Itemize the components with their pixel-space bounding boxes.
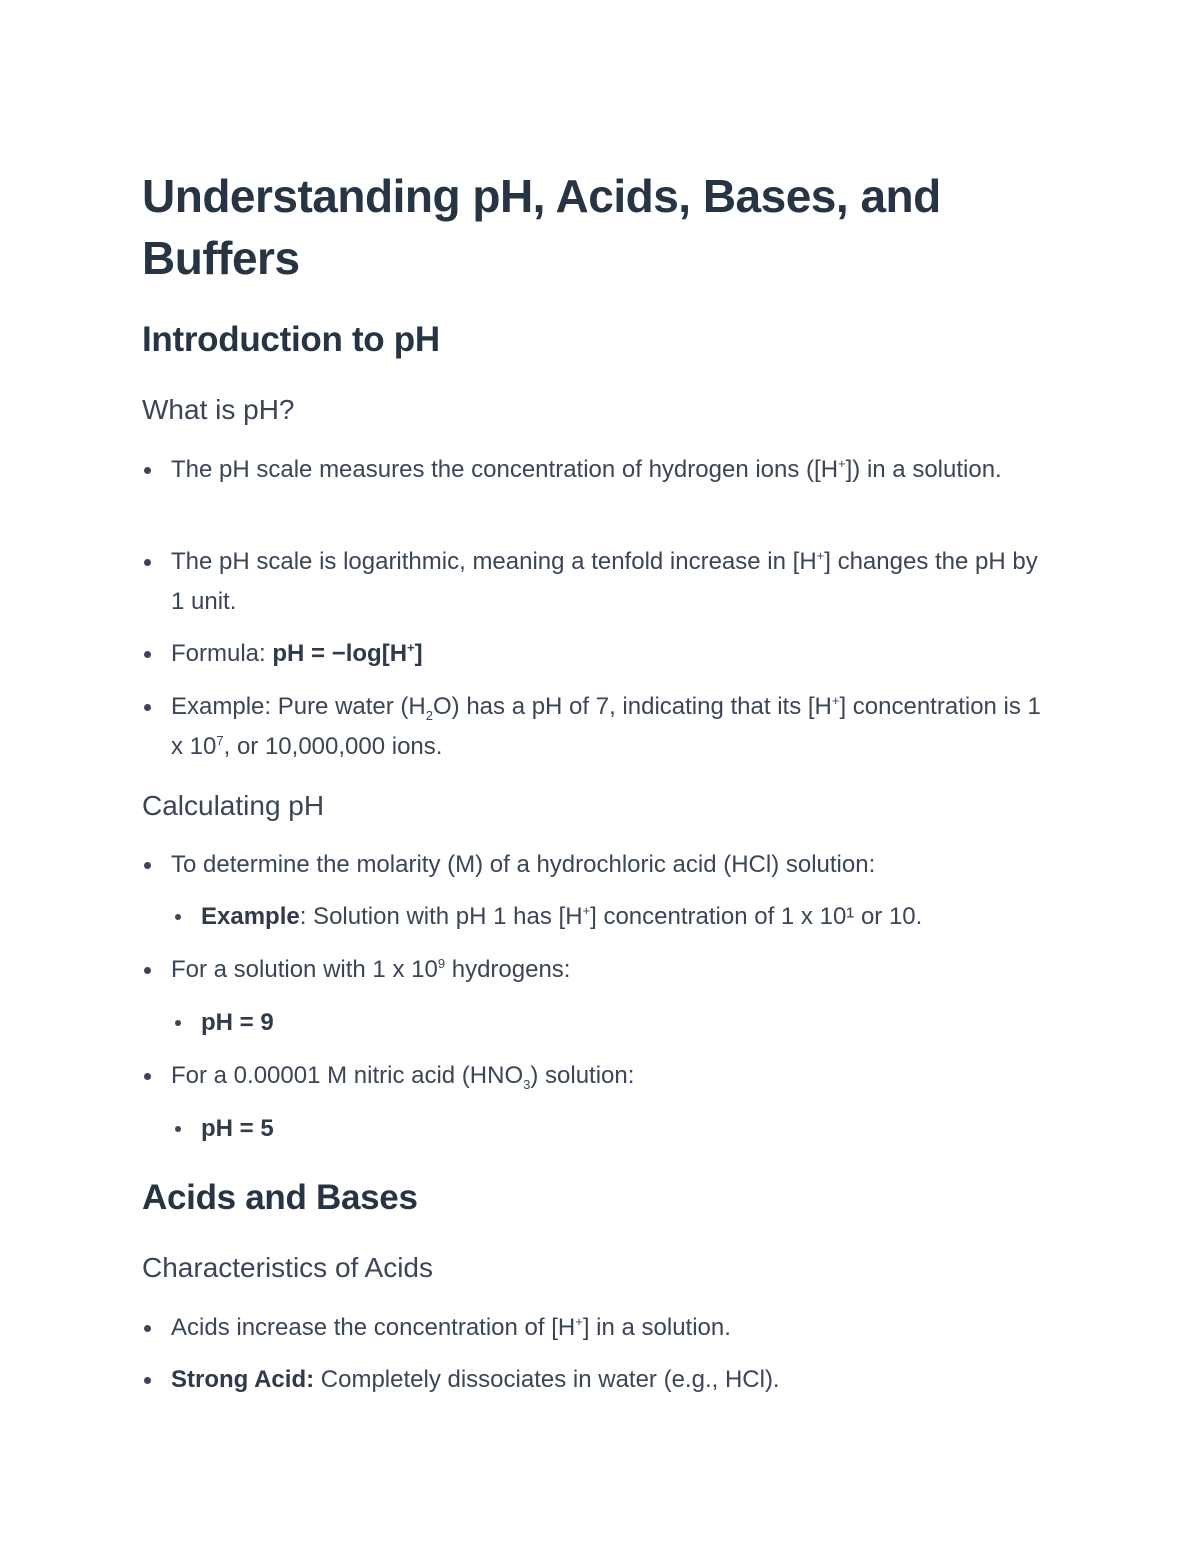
- subheading-characteristics-of-acids: Characteristics of Acids: [142, 1252, 433, 1283]
- list-item: Acids increase the concentration of [H+] in a solution.: [171, 1308, 1041, 1348]
- subheading-what-is-ph: What is pH?: [142, 394, 295, 425]
- bullet-icon: [144, 862, 151, 869]
- bullet-icon: [144, 1073, 151, 1080]
- list-item: Strong Acid: Completely dissociates in water (e.g., HCl).: [171, 1360, 1041, 1400]
- bullet-icon: [144, 467, 151, 474]
- list-item: Example: Solution with pH 1 has [H+] concentration of 1 x 10¹ or 10.: [201, 897, 1041, 937]
- subheading-calculating-ph: Calculating pH: [142, 790, 325, 821]
- list-item: The pH scale is logarithmic, meaning a tenfold increase in [H+] changes the pH by 1 unit.: [171, 542, 1041, 622]
- bullet-icon: [144, 704, 151, 711]
- bullet-icon: [144, 967, 151, 974]
- list-item: The pH scale measures the concentration of hydrogen ions ([H+]) in a solution.: [171, 450, 1041, 490]
- bullet-icon: [175, 1020, 181, 1026]
- formula: pH = −log[H+]: [272, 640, 423, 667]
- list-item: pH = 5: [201, 1109, 1041, 1149]
- list-item: To determine the molarity (M) of a hydrochloric acid (HCl) solution:: [171, 845, 1041, 885]
- list-item: Example: Pure water $(H_2O)$ has a pH of 7, indicating that its [H+] concentration is 1 x $10^7$, or 10,000,000 ions.: [171, 687, 1041, 767]
- bullet-icon: [175, 914, 181, 920]
- list-item: pH = 9: [201, 1003, 1041, 1043]
- list-item: Formula: pH = −log[H+]: [171, 634, 1041, 674]
- page-title: Understanding pH, Acids, Bases, and Buffers: [142, 170, 941, 284]
- bullet-icon: [144, 1377, 151, 1384]
- list-item: For a solution with 1 x $10^9$ hydrogens:: [171, 950, 1041, 990]
- section-heading-acids-bases: Acids and Bases: [142, 1178, 418, 1217]
- list-item: For a 0.00001 M nitric acid $(HNO_3)$ solution:: [171, 1056, 1041, 1096]
- section-heading-intro: Introduction to pH: [142, 320, 440, 359]
- bullet-icon: [144, 559, 151, 566]
- bullet-icon: [144, 1325, 151, 1332]
- bullet-icon: [175, 1126, 181, 1132]
- bullet-icon: [144, 651, 151, 658]
